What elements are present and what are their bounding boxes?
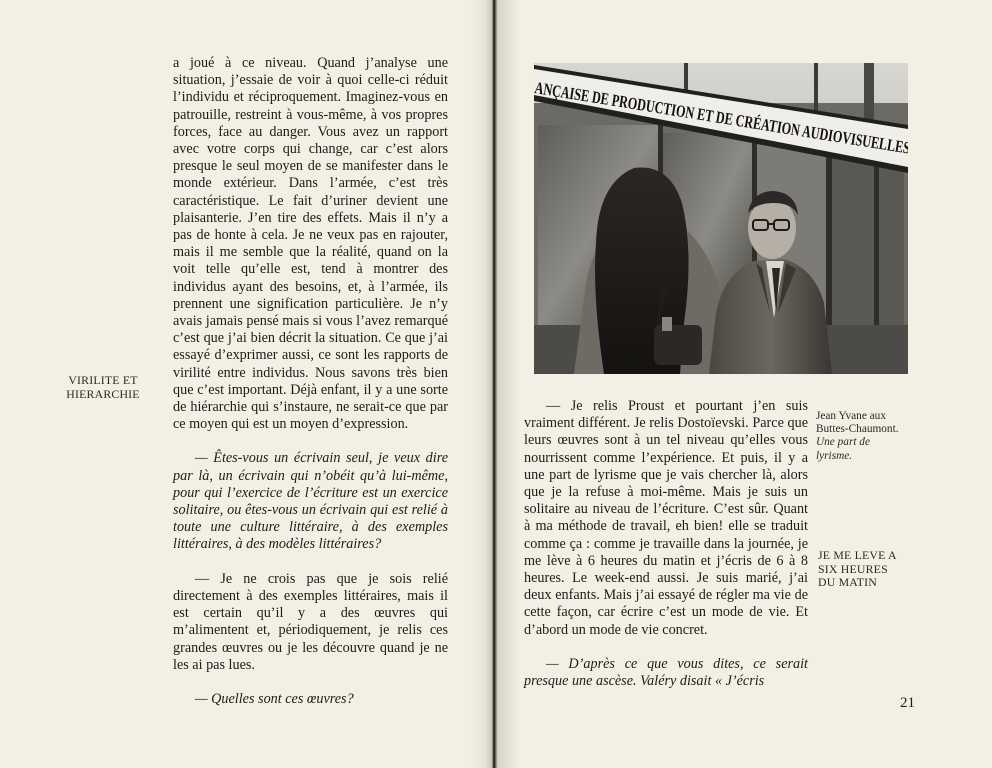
left-question-2: — Quelles sont ces œuvres?	[195, 690, 354, 707]
margin-note-leve: JE ME LEVE A SIX HEURES DU MATIN	[818, 548, 897, 589]
caption-line-2: Une part de lyrisme.	[816, 436, 870, 462]
right-answer-1: — Je relis Proust et pourtant j’en suis vraiment différent. Je relis Dostoïevski. Parce que leurs œuvres sont à un tel niveau qu’elles vous nourrissent comme l’expérience. Et puis, il y a une part de lyrisme que je vais chercher là, alors que je la refuse à moi-même. Mais je suis un solitaire au niveau de l’écriture. C’est sûr. Quant à ma méthode de travail, eh bien! elle se traduit comme ça : comme je travaille dans la journée, je me lève à 6 heures du matin et j’écris de 6 à 8 heures. Le week-end aussi. Je suis marié, j’ai deux enfants. Mais j’ai essayé de régler ma vie de cette façon, car écrire c’est un mode de vie. Et d’abord un mode de vie concret.	[524, 398, 808, 638]
left-text-column	[173, 55, 448, 708]
caption-line-1: Jean Yvane aux Buttes-Chaumont.	[816, 410, 899, 436]
left-page	[0, 0, 478, 768]
margin-note-virilite: VIRILITE ET HIERARCHIE	[66, 373, 140, 401]
right-text-column	[524, 398, 808, 690]
left-answer-1: — Je ne crois pas que je sois relié directement à des exemples littéraires, mais il est certain qu’il y a des œuvres qui m’alimentent et, périodiquement, je relis ces grandes œuvres ou je les découvre quand je ne les ai pas lues.	[173, 570, 448, 673]
left-paragraph-1: a joué à ce niveau. Quand j’analyse une situation, j’essaie de voir à quoi celle-ci réduit l’individu et réciproquement. Imaginez-vous en patrouille, restreint à vous-même, à vos propres forces, face au danger. Vous avez un rapport avec votre corps qui change, car c’est alors presque le seul moyen de se manifester dans le monde extérieur. Dans l’armée, c’est très caractéristique. Le fait d’uriner devient une plaisanterie. J’en tire des effets. Mais il n’y a pas de honte à cela. Je ne veux pas en rajouter, mais il me semble que la réalité, quand on la voit telle qu’elle est, tend à montrer des individus ayant des besoins, et, à l’armée, ils prennent une signification particulière. Je n’y avais jamais pensé mais si vous l’avez remarqué c’est que j’ai bien décrit la situation. Ce que j’ai essayé d’exprimer aussi, ce sont les rapports de virilité entre individus. Nous savons très bien que c’est important. Déjà enfant, il y a une sorte de hiérarchie qui s’instaure, ne serait-ce que par ce moyen qui est un moyen d’expression.	[173, 55, 448, 433]
photo-caption	[816, 410, 902, 463]
right-question-1: — D’après ce que vous dites, ce serait presque une ascèse. Valéry disait « J’écris	[524, 655, 808, 690]
photograph	[534, 63, 908, 374]
right-page	[486, 0, 992, 768]
left-question-1: — Êtes-vous un écrivain seul, je veux dire par là, un écrivain qui n’obéit qu’à lui-même, pour qui l’exercice de l’écriture est un exercice solitaire, ou êtes-vous un écrivain qui est relié à toute une culture littéraire, à des exemples littéraires, à des modèles littéraires?	[173, 450, 448, 553]
page-number: 21	[900, 695, 915, 711]
